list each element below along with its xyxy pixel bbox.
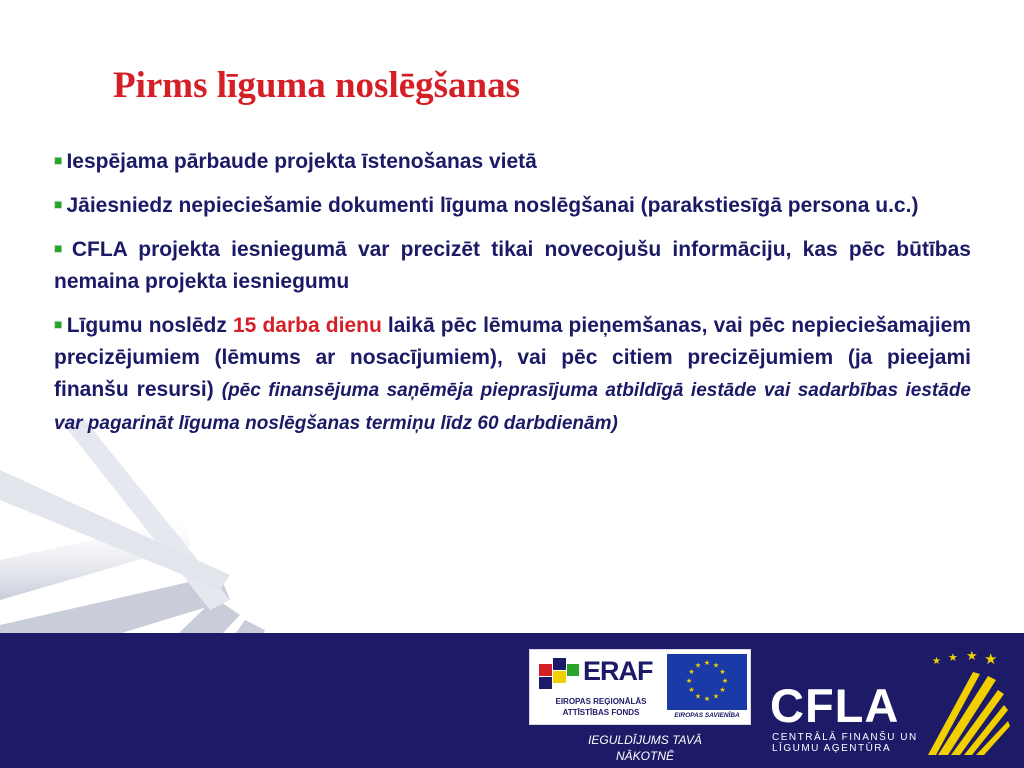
eraf-subtitle: EIROPAS REĢIONĀLĀS ATTĪSTĪBAS FONDS xyxy=(555,697,647,717)
cfla-logo xyxy=(770,650,1010,760)
bullet-list xyxy=(54,144,971,450)
eu-flag-icon xyxy=(667,654,747,710)
bullet-text: laikā pēc lēmuma pieņemšanas, vai pēc nepieciešamajiem precizējumiem (lēmums ar nosacījumiem), vai pēc citiem precizējumiem (ja pieejami finanšu resursi) xyxy=(54,314,971,401)
svg-text:★: ★ xyxy=(703,695,711,703)
svg-text:★: ★ xyxy=(688,668,695,676)
deadline-highlight: 15 darba dienu xyxy=(233,314,382,337)
eraf-logo xyxy=(537,656,662,722)
svg-text:★: ★ xyxy=(984,650,998,668)
svg-text:★: ★ xyxy=(932,656,941,667)
svg-text:★: ★ xyxy=(712,661,720,670)
extension-note: (pēc finansējuma saņēmēja pieprasījuma atbildīgā iestāde vai sadarbības iestāde var pagarināt līguma noslēgšanas termiņu līdz 60 darbdienām) xyxy=(54,380,971,434)
bullet-square-icon: ■ xyxy=(54,152,63,168)
cfla-wordmark: CFLA xyxy=(770,679,900,732)
eraf-wordmark: ERAF xyxy=(583,656,653,686)
svg-text:★: ★ xyxy=(721,677,729,685)
bullet-item xyxy=(54,232,971,298)
svg-text:★: ★ xyxy=(685,677,693,685)
bullet-item xyxy=(54,188,971,222)
cfla-emblem-icon xyxy=(918,650,1010,760)
svg-text:★: ★ xyxy=(712,692,720,701)
footer-slogan: IEGULDĪJUMS TAVĀ NĀKOTNĒ xyxy=(588,733,702,763)
svg-text:★: ★ xyxy=(694,661,702,670)
cfla-subtitle: CENTRĀLĀ FINANŠU UN LĪGUMU AĢENTŪRA xyxy=(772,732,918,754)
slide-title: Pirms līguma noslēgšanas xyxy=(113,65,521,106)
bullet-text: Iespējama pārbaude projekta īstenošanas vietā xyxy=(66,150,537,173)
svg-text:★: ★ xyxy=(703,659,711,667)
svg-text:★: ★ xyxy=(966,650,978,664)
bullet-text: Jāiesniedz nepieciešamie dokumenti līguma noslēgšanai (parakstiesīgā persona u.c.) xyxy=(66,194,919,217)
bullet-text: Līgumu noslēdz xyxy=(66,314,233,337)
funding-logos xyxy=(529,649,751,725)
svg-text:★: ★ xyxy=(948,651,958,664)
bullet-item xyxy=(54,144,971,178)
bullet-square-icon: ■ xyxy=(54,196,63,212)
bullet-text: CFLA projekta iesniegumā var precizēt tikai novecojušu informāciju, kas pēc būtības nemaina projekta iesniegumu xyxy=(54,238,971,293)
svg-text:★: ★ xyxy=(719,668,726,676)
svg-text:★: ★ xyxy=(694,692,702,701)
svg-text:★: ★ xyxy=(719,686,726,694)
eu-label: EIROPAS SAVIENĪBA xyxy=(674,712,740,719)
svg-text:★: ★ xyxy=(688,686,695,694)
eraf-emblem-icon xyxy=(539,658,579,692)
bullet-square-icon: ■ xyxy=(54,240,68,256)
bullet-item xyxy=(54,308,971,440)
bullet-square-icon: ■ xyxy=(54,316,63,332)
eu-logo xyxy=(667,654,747,720)
